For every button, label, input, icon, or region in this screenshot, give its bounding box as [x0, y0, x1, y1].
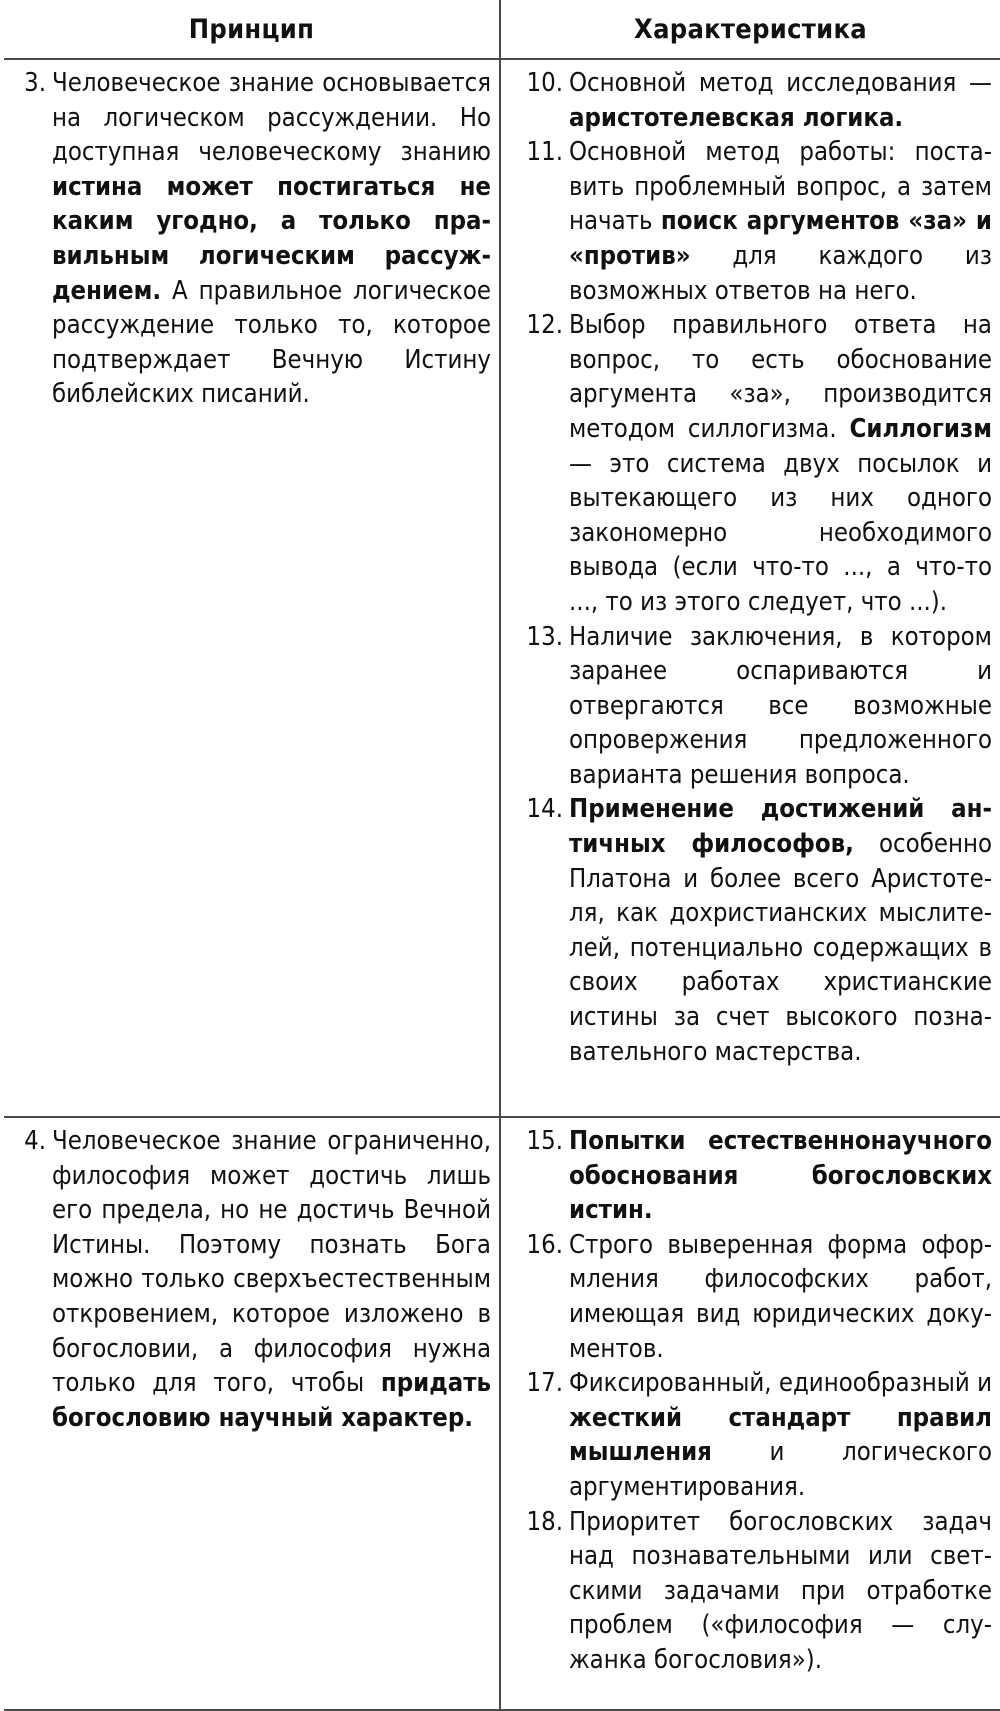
item-number: 14.: [526, 794, 563, 825]
item-number: 13.: [526, 621, 563, 652]
characteristic-item: [507, 135, 992, 308]
item-number: 10.: [526, 68, 563, 98]
text-run: Основной метод исследования —: [569, 68, 992, 98]
bold-text: Попытки естественнонаучного обоснования богословских истин.: [569, 1126, 992, 1226]
text-run: и логического аргументирования.: [569, 1437, 992, 1502]
item-number: 4.: [24, 1126, 46, 1156]
characteristic-item: [507, 792, 992, 1069]
item-number: 16.: [526, 1229, 563, 1260]
bold-text: жесткий стандарт правил мышления: [569, 1402, 992, 1468]
characteristic-item: [507, 1366, 992, 1504]
characteristic-item: [507, 1124, 992, 1228]
characteristic-list: [507, 1124, 992, 1678]
principle-list: [10, 1124, 491, 1435]
text-run: Человеческое знание основывается на логическом рассуждении. Но доступная человеческому знанию: [52, 68, 491, 168]
item-text: [569, 1228, 992, 1366]
item-number: 3.: [24, 68, 46, 98]
item-text: [569, 792, 992, 1069]
principle-item: [10, 66, 491, 412]
item-number: 12.: [526, 310, 563, 341]
text-run: Приоритет богословских задач над познавательными или светскими задачами при отработке проблем («философия — служанка богословия»).: [569, 1506, 992, 1675]
text-run: Основной метод работы: поставить проблемный вопрос, а затем начать: [569, 137, 992, 237]
bold-text: Силлогизм: [849, 413, 992, 444]
characteristic-item: [507, 308, 992, 619]
item-number: 15.: [526, 1126, 563, 1156]
table-row: [4, 59, 1000, 1117]
item-text: [569, 1366, 992, 1504]
item-number: 17.: [526, 1368, 563, 1399]
text-run: — это система двух посылок и вытекающего из них одного закономерно необходимого вывода (если что-то ..., а что-то ..., то из этого следует, что ...).: [569, 448, 992, 617]
item-text: [569, 1505, 992, 1678]
principle-cell: [4, 1117, 500, 1710]
item-number: 11.: [526, 137, 563, 168]
characteristic-item: [507, 66, 992, 135]
header-characteristic: Характеристика: [500, 0, 1000, 59]
text-run: Выбор правильного ответа на вопрос, то есть обоснование аргумента «за», производится методом силлогизма.: [569, 310, 992, 444]
characteristic-list: [507, 66, 992, 1069]
text-run: А правильное логическое рассуждение только то, которое подтверждает Вечную Истину библейских писаний.: [52, 275, 491, 410]
characteristic-item: [507, 620, 992, 793]
principle-item: [10, 1124, 491, 1435]
text-run: Фиксированный, единообразный и: [569, 1368, 992, 1399]
bold-text: Применение достижений античных философов,: [569, 794, 992, 860]
item-text: [569, 1124, 992, 1228]
characteristic-cell: [500, 59, 1000, 1117]
table-row: [4, 1117, 1000, 1710]
bold-text: истина может постигаться не каким угодно, а только правильным логическим рассуждением.: [52, 171, 491, 306]
header-principle: Принцип: [4, 0, 500, 59]
text-run: Наличие заключения, в котором заранее оспариваются и отвергаются все возможные опровержения предложенного варианта решения вопроса.: [569, 621, 992, 790]
item-text: [569, 66, 992, 135]
item-number: 18.: [526, 1506, 563, 1537]
principle-cell: [4, 59, 500, 1117]
characteristic-cell: [500, 1117, 1000, 1710]
text-run: Строго выверенная форма оформления философских работ, имеющая вид юридических документов.: [569, 1229, 992, 1364]
bold-text: придать богословию научный характер.: [52, 1368, 491, 1433]
table-header-row: [4, 0, 1000, 59]
characteristic-item: [507, 1228, 992, 1366]
principles-table: [4, 0, 1000, 1711]
text-run: Человеческое знание ограниченно, философия может достичь лишь его предела, но не достичь Вечной Истины. Поэтому познать Бога можно только сверхъестественным откровением, которое изложено в богословии, а философия нужна только для того, чтобы: [52, 1126, 491, 1399]
item-text: [52, 1124, 491, 1435]
principle-list: [10, 66, 491, 412]
bold-text: аристотелевская логика.: [569, 102, 904, 133]
text-run: особенно Платона и более всего Аристотеля, как дохристианских мыслителей, потенциально содержащих в своих работах христианские истины за счет высокого познавательного мастерства.: [569, 829, 992, 1067]
item-text: [569, 135, 992, 308]
item-text: [569, 308, 992, 619]
item-text: [52, 66, 491, 412]
item-text: [569, 620, 992, 793]
characteristic-item: [507, 1505, 992, 1678]
text-run: для каждого из возможных ответов на него.: [569, 240, 992, 306]
bold-text: поиск аргументов «за» и «против»: [569, 206, 992, 271]
